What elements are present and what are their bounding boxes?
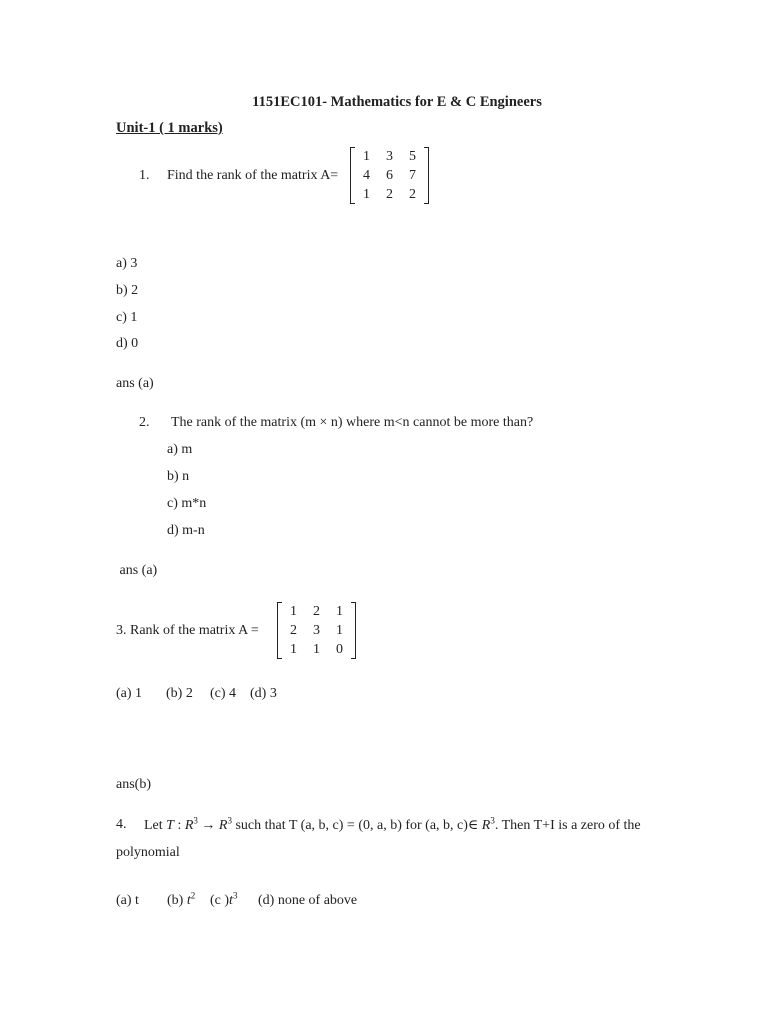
unit-heading: Unit-1 ( 1 marks) [116, 120, 223, 136]
q3-option-d: (d) 3 [250, 686, 277, 701]
q2-option-c: c) m*n [167, 496, 207, 511]
q4-option-b-var: t [186, 893, 191, 908]
matrix-cell: 0 [336, 641, 343, 657]
q4-option-a: (a) t [116, 893, 139, 908]
q4-option-c-exp: 3 [232, 890, 238, 901]
q1-text: Find the rank of the matrix A= [167, 168, 339, 183]
matrix-cell: 7 [409, 167, 416, 183]
q4-option-c-var: t [229, 893, 233, 908]
matrix-cell: 1 [336, 622, 343, 638]
matrix-cell: 4 [363, 167, 370, 183]
q4-set-exp: 3 [490, 815, 495, 826]
q4-option-b-exp: 2 [190, 890, 196, 901]
q2-option-b: b) n [167, 469, 190, 484]
q3-option-b: (b) 2 [166, 686, 193, 701]
q1-option-b: b) 2 [116, 283, 139, 298]
q3-option-a: (a) 1 [116, 686, 143, 701]
right-bracket [351, 602, 356, 659]
q3-text: 3. Rank of the matrix A = [116, 623, 259, 638]
q4-colon: : [173, 818, 185, 833]
q3-option-c: (c) 4 [210, 686, 237, 701]
q4-option-c [210, 890, 238, 909]
q4-codomain-R: R [218, 818, 228, 833]
matrix-grid [282, 602, 351, 659]
q4-text-end: . Then T+I is a zero of the [494, 818, 641, 833]
matrix-cell: 2 [409, 186, 416, 202]
matrix-cell: 3 [386, 148, 393, 164]
matrix-cell: 2 [290, 622, 297, 638]
q4-map-T: T [166, 818, 174, 833]
q4-let: Let [144, 818, 167, 833]
matrix-cell: 5 [409, 148, 416, 164]
q1-answer: ans (a) [116, 376, 154, 391]
matrix-cell: 2 [313, 603, 320, 619]
q2-option-a: a) m [167, 442, 193, 457]
q1-option-d: d) 0 [116, 336, 139, 351]
q4-option-b [167, 890, 196, 909]
q3-answer: ans(b) [116, 777, 151, 792]
q2-answer: ans (a) [116, 563, 158, 578]
q1-option-a: a) 3 [116, 256, 138, 271]
q2-text: The rank of the matrix (m × n) where m<n cannot be more than? [171, 415, 534, 430]
q4-number: 4. [116, 817, 127, 832]
q4-text-mid: such that T (a, b, c) = (0, a, b) for (a, b, c)∈ [231, 818, 482, 833]
q2-number: 2. [139, 415, 150, 430]
matrix-cell: 6 [386, 167, 393, 183]
q4-option-b-label: (b) [167, 893, 187, 908]
matrix-cell: 1 [363, 148, 370, 164]
q4-option-d: (d) none of above [258, 893, 358, 908]
q2-option-d: d) m-n [167, 523, 205, 538]
q4-arrow: → [197, 818, 219, 833]
q4-codomain-exp: 3 [227, 815, 232, 826]
matrix-cell: 1 [336, 603, 343, 619]
matrix-cell: 1 [313, 641, 320, 657]
matrix-cell: 1 [290, 603, 297, 619]
matrix-cell: 2 [386, 186, 393, 202]
matrix-cell: 1 [290, 641, 297, 657]
q3-matrix [277, 602, 356, 659]
q1-number: 1. [139, 168, 150, 183]
q4-domain-exp: 3 [193, 815, 198, 826]
document-title: 1151EC101- Mathematics for E & C Engineers [252, 94, 542, 110]
matrix-cell: 1 [363, 186, 370, 202]
matrix-cell: 3 [313, 622, 320, 638]
q4-domain-R: R [184, 818, 194, 833]
q4-statement [144, 817, 641, 834]
q4-option-c-label: (c ) [210, 893, 230, 908]
q4-set-R: R [481, 818, 491, 833]
q1-option-c: c) 1 [116, 310, 138, 325]
q4-line2: polynomial [116, 845, 180, 860]
matrix-grid [355, 147, 424, 204]
right-bracket [424, 147, 429, 204]
q1-matrix [350, 147, 429, 204]
